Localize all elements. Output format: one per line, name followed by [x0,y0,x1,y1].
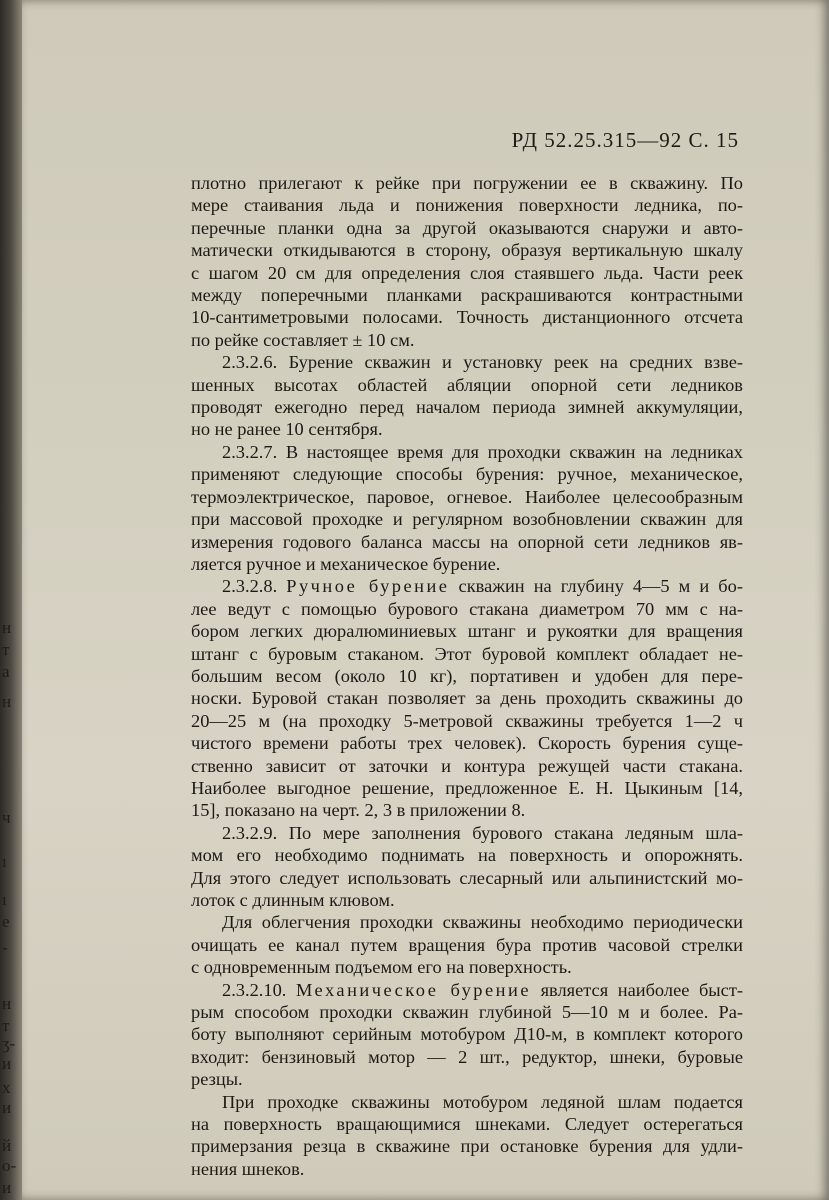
text-line: перечные планки одна за другой оказываются снаружи и авто- [191,217,743,238]
text-line: Для облегчения проходки скважины необходимо периодически [222,912,743,933]
text-line: между поперечными планками раскрашиваются контрастными [191,285,743,306]
text-line: 2.3.2.7. В настоящее время для проходки скважин на ледниках [222,441,743,462]
text-line: боту выполняют серийным мотобуром Д10-м, в комплект которого [191,1024,743,1045]
line-rest: скважин на глубину 4—5 м и бо- [449,576,743,597]
text-line: но не ранее 10 сентября. [191,419,383,440]
text-line: резцы. [191,1069,243,1090]
margin-fragment: а [2,662,10,681]
text-line: 2.3.2.6. Бурение скважин и установку реек на средних взве- [222,352,743,373]
section-number: 2.3.2.10. [222,979,296,1000]
text-line: матически откидываются в сторону, образуя вертикальную шкалу [191,240,743,261]
paragraph [191,575,743,821]
text-line: 15], показано на черт. 2, 3 в приложении 8. [191,800,526,821]
margin-fragment: ч [2,808,11,827]
section-number: 2.3.2.8. [222,576,287,597]
paragraph [191,911,743,978]
margin-fragment: и [2,1178,12,1197]
margin-fragment: о- [2,1156,17,1175]
margin-fragment: х [2,1078,11,1097]
text-line: мом его необходимо поднимать на поверхность и опорожнять. [191,845,743,866]
text-line: лоток с длинным клювом. [191,890,395,910]
margin-fragment: - [2,938,8,957]
text-line: большим весом (около 10 кг), портативен и удобен для пере- [191,665,743,686]
text-line: мере стаивания льда и понижения поверхности ледника, по- [191,195,743,216]
margin-fragment: ı [2,852,7,871]
text-line: Для этого следует использовать слесарный или альпинистский мо- [191,867,743,888]
text-line: штанг с буровым стаканом. Этот буровой комплект обладает не- [191,643,743,664]
margin-fragment: и [2,1098,12,1117]
text-line [191,575,743,597]
text-line: при массовой проходке и регулярном возобновлении скважин для [191,509,743,530]
margin-fragment: й [2,1136,12,1155]
text-line: термоэлектрическое, паровое, огневое. Наиболее целесообразным [191,486,743,507]
text-line: очищать ее канал путем вращения бура против часовой стрелки [191,934,743,955]
margin-fragment: н [2,692,12,711]
paragraph [191,979,743,1091]
text-line: примерзания резца в скважине при остановке бурения для удли- [191,1136,743,1157]
margin-fragment: е [2,912,10,931]
paragraph [191,1091,743,1181]
text-line: проводят ежегодно перед началом периода зимней аккумуляции, [191,397,743,418]
paragraph [191,441,743,575]
margin-fragment: н [2,994,12,1013]
text-line: При проходке скважины мотобуром ледяной шлам подается [222,1091,743,1112]
text-line [191,979,743,1001]
text-line: носки. Буровой стакан позволяет за день проходить скважины до [191,688,743,709]
page-header: РД 52.25.315—92 С. 15 [511,128,739,152]
text-line: Наиболее выгодное решение, предложенное Е. Н. Цыкиным [14, [191,777,743,798]
body-text [191,172,743,1180]
text-line: нения шнеков. [191,1158,305,1179]
text-line: ляется ручное и механическое бурение. [191,553,501,574]
text-line: входит: бензиновый мотор — 2 шт., редуктор, шнеки, буровые [191,1046,743,1067]
margin-fragment: н [2,618,12,637]
text-line: лее ведут с помощью бурового стакана диаметром 70 мм с на- [191,598,743,619]
margin-fragment: ʒ- [2,1034,16,1053]
line-rest: является наиболее быст- [531,979,743,1000]
text-line: 20—25 м (на проходку 5-метровой скважины требуется 1—2 ч [191,710,743,731]
text-line: шенных высотах областей абляции опорной сети ледников [191,374,743,395]
text-line: рым способом проходки скважин глубиной 5—10 м и более. Ра- [191,1002,743,1023]
text-line: с одновременным подъемом его на поверхность. [191,957,572,978]
text-line: 2.3.2.9. По мере заполнения бурового стакана ледяным шла- [222,822,743,843]
text-line: по рейке составляет ± 10 см. [191,329,415,350]
text-line: чистого времени работы трех человек). Скорость бурения суще- [191,733,743,754]
margin-fragment: и [2,1054,12,1073]
spaced-term: Ручное бурение [286,576,450,597]
text-line: ственно зависит от заточки и контура режущей части стакана. [191,755,743,776]
text-line: с шагом 20 см для определения слоя стаявшего льда. Части реек [191,262,743,283]
margin-fragment: ı [2,890,7,909]
text-line: 10-сантиметровыми полосами. Точность дистанционного отсчета [191,307,743,328]
spaced-term: Механическое бурение [295,979,532,1000]
paragraph [191,822,743,912]
text-line: измерения годового баланса массы на опорной сети ледников яв- [191,531,743,552]
paragraph [191,351,743,441]
text-line: применяют следующие способы бурения: ручное, механическое, [191,464,743,485]
margin-fragment: т [2,1016,10,1035]
margin-fragment: т [2,640,10,659]
text-line: на поверхность вращающимися шнеками. Следует остерегаться [191,1114,743,1135]
text-line: плотно прилегают к рейке при погружении ее в скважину. По [191,173,743,193]
paragraph [191,172,743,351]
text-line: бором легких дюралюминиевых штанг и рукоятки для вращения [191,621,743,642]
